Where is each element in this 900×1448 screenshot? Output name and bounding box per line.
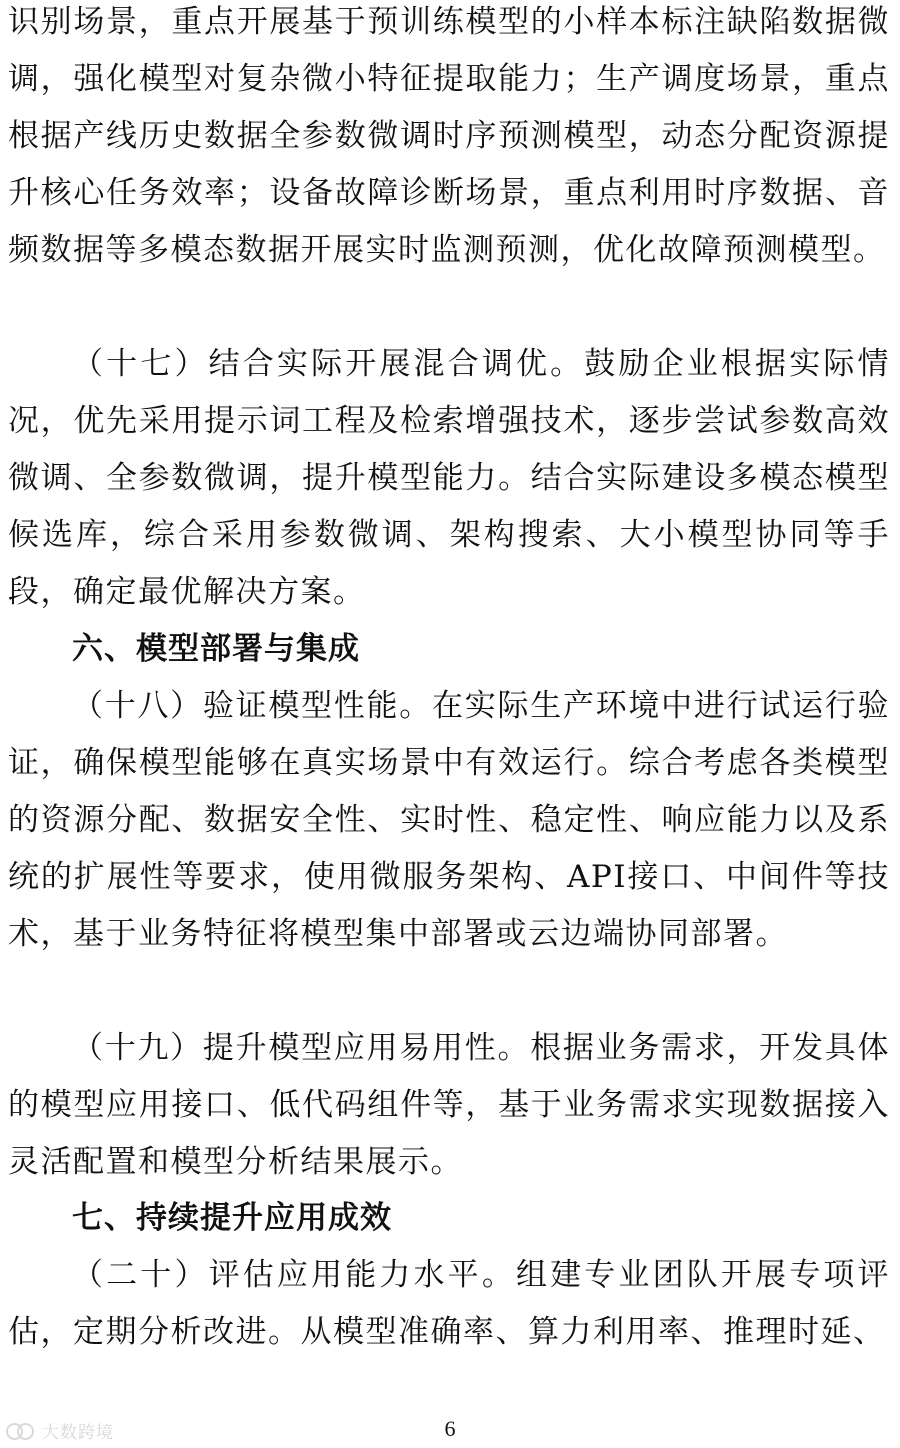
paragraph-18: （十八）验证模型性能。在实际生产环境中进行试运行验证，确保模型能够在真实场景中有效运行。综合考虑各类模型的资源分配、数据安全性、实时性、稳定性、响应能力以及系统的扩展性等要求，使用微服务架构、API接口、中间件等技术，基于业务特征将模型集中部署或云边端协同部署。: [8, 688, 890, 952]
watermark-text: 大数跨境: [42, 1423, 114, 1443]
paragraph-19: （十九）提升模型应用易用性。根据业务需求，开发具体的模型应用接口、低代码组件等，基于业务需求实现数据接入灵活配置和模型分析结果展示。: [8, 1030, 890, 1180]
paragraph-17: （十七）结合实际开展混合调优。鼓励企业根据实际情况，优先采用提示词工程及检索增强技术，逐步尝试参数高效微调、全参数微调，提升模型能力。结合实际建设多模态模型候选库，综合采用参数微调、架构搜索、大小模型协同等手段，确定最优解决方案。: [8, 346, 890, 610]
paragraph-20: （二十）评估应用能力水平。组建专业团队开展专项评估，定期分析改进。从模型准确率、算力利用率、推理时延、: [8, 1257, 890, 1350]
paragraph-continuation: 识别场景，重点开展基于预训练模型的小样本标注缺陷数据微调，强化模型对复杂微小特征提取能力；生产调度场景，重点根据产线历史数据全参数微调时序预测模型，动态分配资源提升核心任务效率；设备故障诊断场景，重点利用时序数据、音频数据等多模态数据开展实时监测预测，优化故障预测模型。: [8, 4, 890, 268]
section-heading-6: 六、模型部署与集成: [72, 631, 360, 667]
page-number: 6: [444, 1416, 456, 1441]
section-heading-7: 七、持续提升应用成效: [72, 1200, 392, 1236]
